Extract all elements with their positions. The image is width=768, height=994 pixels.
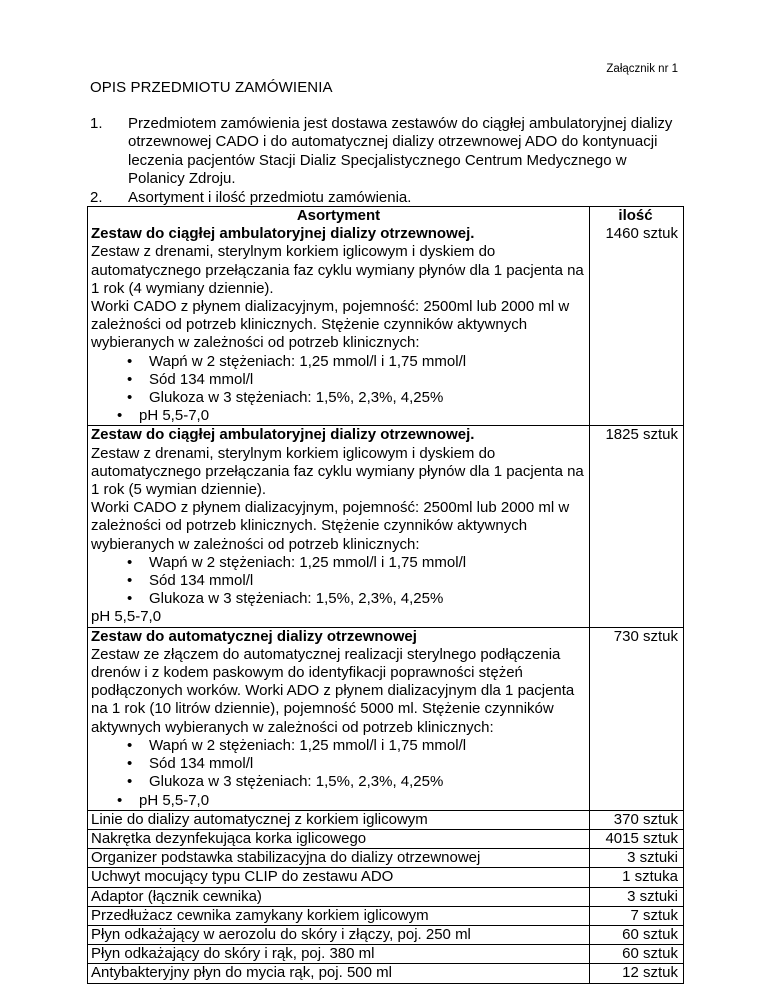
list-item: • Glukoza w 3 stężeniach: 1,5%, 2,3%, 4,25% — [149, 389, 586, 407]
quantity-value: 3 sztuki — [590, 887, 684, 906]
quantity-cell — [590, 426, 684, 627]
table-row — [88, 207, 684, 426]
item-name: Organizer podstawka stabilizacyjna do dializy otrzewnowej — [88, 849, 590, 868]
item-title: Zestaw do ciągłej ambulatoryjnej dializy otrzewnowej. — [91, 225, 475, 243]
quantity-value: 4015 sztuk — [590, 829, 684, 848]
quantity-value: 7 sztuk — [590, 906, 684, 925]
table-row — [88, 627, 684, 810]
table-row — [88, 849, 684, 868]
item-name: Nakrętka dezynfekująca korka iglicowego — [88, 829, 590, 848]
quantity-value: 370 sztuk — [590, 810, 684, 829]
bullet-list — [91, 737, 586, 810]
item-name: Antybakteryjny płyn do mycia rąk, poj. 500 ml — [88, 964, 590, 983]
item-description: Worki CADO z płynem dializacyjnym, pojemność: 2500ml lub 2000 ml w zależności od potrzeb klinicznych. Stężenie czynników aktywnych wybieranych w zależności od potrzeb klinicznych: — [91, 499, 570, 553]
table-row — [88, 426, 684, 627]
table-row — [88, 925, 684, 944]
list-item: • Wapń w 2 stężeniach: 1,25 mmol/l i 1,75 mmol/l — [149, 737, 586, 755]
list-item: • pH 5,5-7,0 — [139, 792, 586, 810]
assortment-cell — [88, 207, 590, 426]
table-row — [88, 964, 684, 983]
point-number: 2. — [90, 188, 103, 206]
item-name: Przedłużacz cewnika zamykany korkiem iglicowym — [88, 906, 590, 925]
item-title: Zestaw do automatycznej dializy otrzewnowej — [91, 627, 417, 645]
quantity-value: 1 sztuka — [590, 868, 684, 887]
assortment-cell — [88, 426, 590, 627]
column-header-assortment: Asortyment — [296, 207, 381, 224]
quantity-value: 12 sztuk — [590, 964, 684, 983]
table-row — [88, 810, 684, 829]
list-item: • Sód 134 mmol/l — [149, 755, 586, 773]
point-number: 1. — [90, 115, 103, 132]
table-row — [88, 868, 684, 887]
item-name: Uchwyt mocujący typu CLIP do zestawu ADO — [88, 868, 590, 887]
intro-point — [90, 115, 680, 189]
list-item: • pH 5,5-7,0 — [139, 407, 586, 425]
item-name: Linie do dializy automatycznej z korkiem iglicowym — [88, 810, 590, 829]
intro-list — [90, 115, 680, 207]
quantity-cell — [590, 627, 684, 810]
quantity-value: 3 sztuki — [590, 849, 684, 868]
assortment-table — [87, 206, 684, 984]
item-title: Zestaw do ciągłej ambulatoryjnej dializy otrzewnowej. — [91, 426, 475, 444]
list-item: • Glukoza w 3 stężeniach: 1,5%, 2,3%, 4,25% — [149, 590, 586, 608]
item-name: Płyn odkażający w aerozolu do skóry i złączy, poj. 250 ml — [88, 925, 590, 944]
table-row — [88, 887, 684, 906]
item-name: Płyn odkażający do skóry i rąk, poj. 380 ml — [88, 945, 590, 964]
bullet-list — [91, 353, 586, 426]
column-header-quantity: ilość — [618, 207, 653, 224]
document-title: OPIS PRZEDMIOTU ZAMÓWIENIA — [90, 79, 333, 96]
assortment-cell — [88, 627, 590, 810]
table-row — [88, 829, 684, 848]
point-text: Asortyment i ilość przedmiotu zamówienia. — [128, 188, 412, 206]
point-text: Przedmiotem zamówienia jest dostawa zestawów do ciągłej ambulatoryjnej dializy otrzewnowej CADO i do automatycznej dializy otrzewnowej ADO do kontynuacji leczenia pacjentów Stacji Dializ Specjalistycznego Centrum Medycznego w Polanicy Zdroju. — [128, 115, 673, 188]
item-name: Adaptor (łącznik cewnika) — [88, 887, 590, 906]
list-item: • Glukoza w 3 stężeniach: 1,5%, 2,3%, 4,25% — [149, 773, 586, 791]
item-ph: pH 5,5-7,0 — [91, 608, 162, 626]
quantity-value: 60 sztuk — [590, 925, 684, 944]
quantity-value: 1460 sztuk — [605, 225, 678, 243]
list-item: • Wapń w 2 stężeniach: 1,25 mmol/l i 1,75 mmol/l — [149, 554, 586, 572]
quantity-value: 60 sztuk — [590, 945, 684, 964]
item-description: Zestaw z drenami, sterylnym korkiem iglicowym i dyskiem do automatycznego przełączania faz cyklu wymiany płynów dla 1 pacjenta na 1 rok (5 wymian dziennie). — [91, 444, 584, 499]
quantity-value: 730 sztuk — [613, 627, 678, 645]
list-item: • Sód 134 mmol/l — [149, 572, 586, 590]
table-row — [88, 945, 684, 964]
list-item: • Wapń w 2 stężeniach: 1,25 mmol/l i 1,75 mmol/l — [149, 353, 586, 371]
quantity-value: 1825 sztuk — [605, 426, 678, 444]
table-row — [88, 906, 684, 925]
quantity-cell — [590, 207, 684, 426]
item-description: Zestaw z drenami, sterylnym korkiem iglicowym i dyskiem do automatycznego przełączania faz cyklu wymiany płynów dla 1 pacjenta na 1 rok (4 wymiany dziennie). — [91, 243, 584, 297]
list-item: • Sód 134 mmol/l — [149, 371, 586, 389]
item-description: Worki CADO z płynem dializacyjnym, pojemność: 2500ml lub 2000 ml w zależności od potrzeb klinicznych. Stężenie czynników aktywnych wybieranych w zależności od potrzeb klinicznych: — [91, 298, 570, 352]
intro-point — [90, 189, 680, 207]
item-description: Zestaw ze złączem do automatycznej realizacji sterylnego podłączenia drenów i z kodem paskowym do identyfikacji poprawności stężeń podłączonych worków. Worki ADO z płynem dializacyjnym dla 1 pacjenta na 1 rok (10 litrów dziennie), pojemność 5000 ml. Stężenie czynników aktywnych wybieranych w zależności od potrzeb klinicznych: — [91, 645, 575, 736]
bullet-list — [91, 554, 586, 609]
annex-label: Załącznik nr 1 — [606, 63, 678, 75]
